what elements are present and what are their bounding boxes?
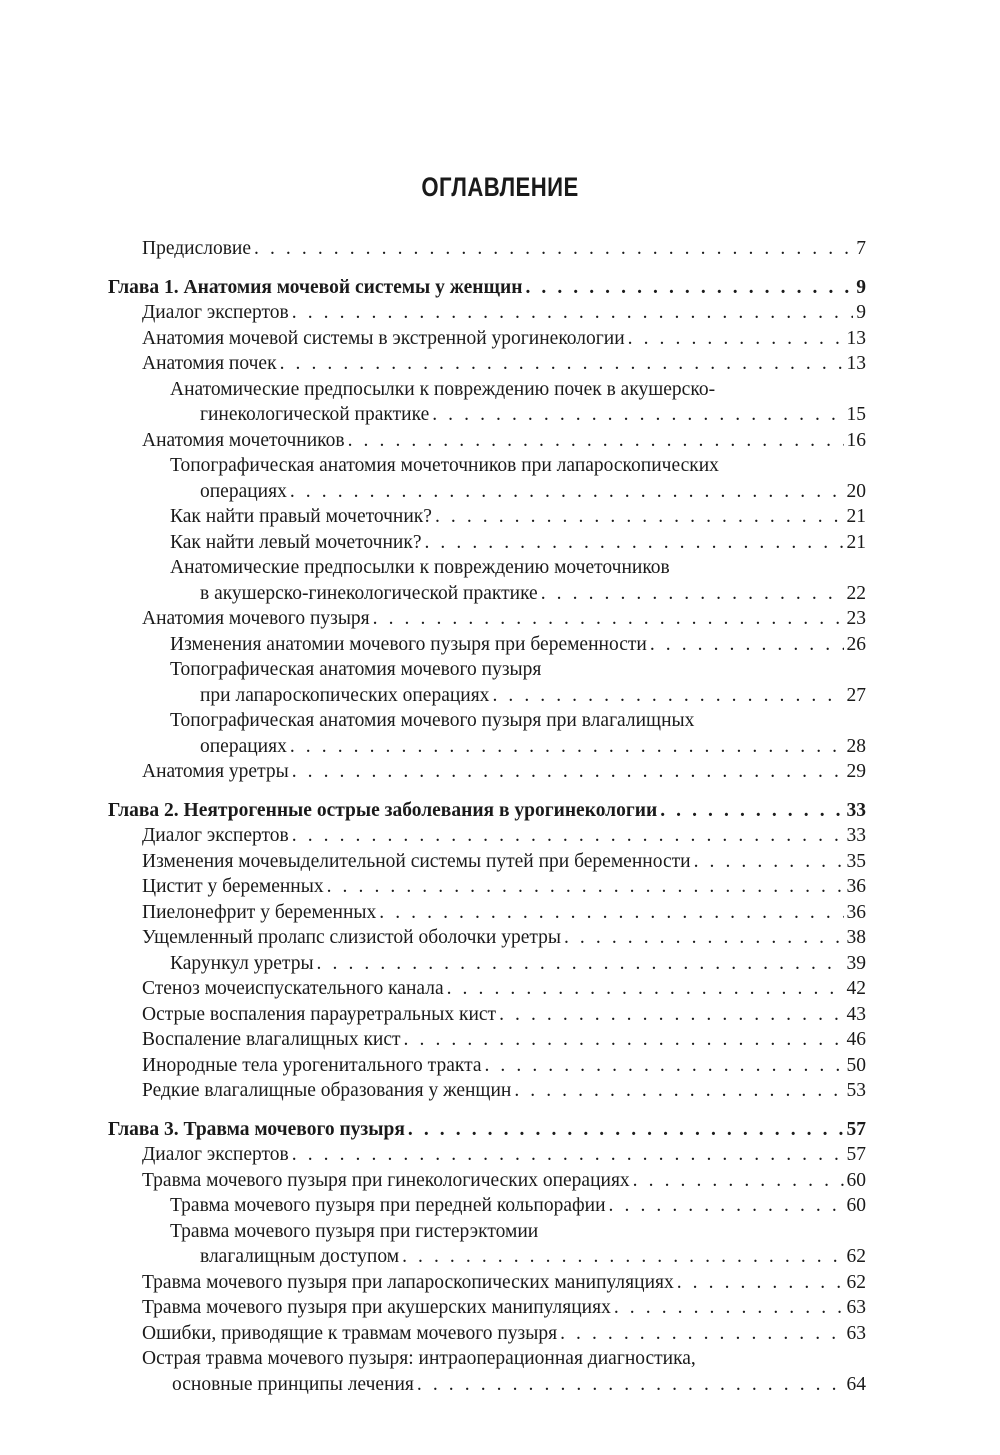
toc-entry bbox=[142, 759, 1000, 785]
toc-entry-title: Предисловие bbox=[142, 238, 252, 259]
toc-page-number: 9 bbox=[856, 302, 866, 323]
toc-page-number: 13 bbox=[846, 327, 866, 349]
toc-page-number: 46 bbox=[846, 1029, 866, 1050]
toc-entry bbox=[142, 1002, 1000, 1028]
toc-entry-title: основные принципы лечения bbox=[172, 1373, 414, 1395]
toc-page-number: 13 bbox=[846, 353, 866, 374]
toc-entry bbox=[142, 849, 1000, 875]
toc-page-number: 62 bbox=[846, 1246, 866, 1267]
toc-entry-title: Как найти левый мочеточник? bbox=[170, 531, 422, 553]
toc-entry-title: Травма мочевого пузыря при акушерских манипуляциях bbox=[142, 1297, 611, 1318]
toc-entry-title: Ущемленный пролапс слизистой оболочки уретры bbox=[142, 927, 561, 948]
toc-page-number: 36 bbox=[846, 876, 866, 897]
toc-page-number: 63 bbox=[846, 1297, 866, 1318]
toc-entry-title: Диалог экспертов bbox=[142, 825, 289, 846]
toc-entry bbox=[170, 951, 1000, 977]
dot-leader bbox=[348, 428, 844, 454]
toc-entry bbox=[170, 657, 1000, 708]
toc-entry-title: Диалог экспертов bbox=[142, 302, 289, 323]
toc-entry-title: Анатомия мочевой системы в экстренной урогинекологии bbox=[142, 327, 625, 349]
dot-leader bbox=[424, 530, 843, 556]
dot-leader bbox=[525, 275, 853, 301]
toc-page-number: 21 bbox=[846, 506, 866, 527]
toc-entry bbox=[142, 300, 1000, 326]
dot-leader bbox=[614, 1295, 844, 1321]
toc-page-number: 20 bbox=[846, 480, 866, 502]
dot-leader bbox=[379, 900, 843, 926]
dot-leader bbox=[402, 1244, 843, 1270]
toc-entry bbox=[142, 874, 1000, 900]
dot-leader bbox=[327, 874, 844, 900]
dot-leader bbox=[290, 734, 844, 760]
toc-page-number: 39 bbox=[846, 952, 866, 974]
toc-page-number: 28 bbox=[846, 735, 866, 757]
toc-page-number: 62 bbox=[846, 1271, 866, 1293]
toc-page-number: 60 bbox=[846, 1195, 866, 1216]
toc-entry-title: Глава 1. Анатомия мочевой системы у женщин bbox=[108, 276, 523, 298]
toc-page-number: 9 bbox=[856, 276, 866, 298]
page-title: ОГЛАВЛЕНИЕ bbox=[421, 172, 579, 202]
dot-leader bbox=[694, 849, 844, 875]
dot-leader bbox=[435, 504, 844, 530]
toc-entry bbox=[142, 1053, 1000, 1079]
dot-leader bbox=[499, 1002, 843, 1028]
dot-leader bbox=[408, 1117, 844, 1143]
toc-entry-title: Анатомия почек bbox=[142, 353, 277, 374]
toc-entry bbox=[142, 1270, 1000, 1296]
toc-page-number: 35 bbox=[846, 850, 866, 872]
toc-page-number: 43 bbox=[846, 1003, 866, 1025]
dot-leader bbox=[628, 326, 844, 352]
toc-chapter bbox=[108, 798, 1000, 824]
toc-entry bbox=[142, 351, 1000, 377]
toc-entry bbox=[142, 1295, 1000, 1321]
toc-page-number: 7 bbox=[856, 238, 866, 259]
toc-chapter bbox=[108, 1117, 1000, 1143]
dot-leader bbox=[564, 925, 844, 951]
toc-entry-title: Анатомические предпосылки к повреждению мочеточников bbox=[170, 557, 670, 578]
toc-entry-title: Анатомия уретры bbox=[142, 761, 289, 782]
toc-page-number: 21 bbox=[846, 531, 866, 553]
toc-page-number: 57 bbox=[846, 1144, 866, 1165]
toc-page-number: 23 bbox=[846, 608, 866, 629]
toc-entry-title: Глава 3. Травма мочевого пузыря bbox=[108, 1118, 405, 1140]
toc-entry bbox=[170, 504, 1000, 530]
toc-page-number: 33 bbox=[846, 825, 866, 846]
dot-leader bbox=[404, 1027, 844, 1053]
dot-leader bbox=[447, 976, 844, 1002]
toc-page-number: 16 bbox=[846, 429, 866, 451]
toc-entry bbox=[142, 236, 1000, 262]
toc-entry bbox=[142, 1321, 1000, 1347]
dot-leader bbox=[484, 1053, 843, 1079]
toc-page-number: 36 bbox=[846, 901, 866, 923]
toc-entry bbox=[170, 1193, 1000, 1219]
dot-leader bbox=[292, 823, 844, 849]
toc-entry-title: Топографическая анатомия мочеточников при лапароскопических bbox=[170, 455, 719, 476]
toc-entry-title: Глава 2. Неятрогенные острые заболевания в урогинекологии bbox=[108, 799, 658, 821]
toc-page-number: 27 bbox=[846, 684, 866, 706]
dot-leader bbox=[290, 479, 844, 505]
dot-leader bbox=[677, 1270, 844, 1296]
toc-entry bbox=[142, 326, 1000, 352]
toc-entry bbox=[170, 555, 1000, 606]
toc-entry bbox=[170, 708, 1000, 759]
toc-entry-title: влагалищным доступом bbox=[200, 1246, 400, 1267]
toc-entry bbox=[142, 823, 1000, 849]
toc-page-number: 60 bbox=[846, 1169, 866, 1191]
toc-page-number: 50 bbox=[846, 1054, 866, 1076]
dot-leader bbox=[492, 683, 843, 709]
toc-entry-title: Травма мочевого пузыря при гистерэктомии bbox=[170, 1220, 539, 1242]
toc-entry-title: Топографическая анатомия мочевого пузыря bbox=[170, 659, 542, 680]
toc-page-number: 64 bbox=[846, 1373, 866, 1395]
toc-entry bbox=[142, 428, 1000, 454]
dot-leader bbox=[417, 1372, 844, 1398]
toc-entry bbox=[142, 900, 1000, 926]
toc-page-number: 42 bbox=[846, 978, 866, 999]
toc-page-number: 53 bbox=[846, 1080, 866, 1101]
dot-leader bbox=[280, 351, 844, 377]
toc-entry-title: операциях bbox=[200, 735, 287, 757]
toc-entry-title: Воспаление влагалищных кист bbox=[142, 1029, 401, 1050]
toc-entry-title: операциях bbox=[200, 480, 287, 502]
toc-entry-title: Диалог экспертов bbox=[142, 1144, 289, 1165]
toc-entry-title: Травма мочевого пузыря при передней кольпорафии bbox=[170, 1195, 606, 1216]
toc-entry-title: Пиелонефрит у беременных bbox=[142, 901, 377, 923]
toc-entry bbox=[142, 976, 1000, 1002]
toc-entry-title: Острая травма мочевого пузыря: интраоперационная диагностика, bbox=[142, 1348, 696, 1369]
toc-entry bbox=[142, 1078, 1000, 1104]
toc-entry bbox=[142, 925, 1000, 951]
toc-entry-title: Анатомические предпосылки к повреждению почек в акушерско- bbox=[170, 378, 716, 400]
dot-leader bbox=[650, 632, 844, 658]
toc-entry-title: Как найти правый мочеточник? bbox=[170, 506, 432, 527]
toc-page-number: 26 bbox=[846, 633, 866, 655]
toc-entry bbox=[170, 453, 1000, 504]
table-of-contents bbox=[0, 236, 1000, 1397]
toc-entry-title: Редкие влагалищные образования у женщин bbox=[142, 1080, 512, 1101]
toc-entry-title: Цистит у беременных bbox=[142, 876, 324, 897]
dot-leader bbox=[317, 951, 844, 977]
toc-entry-title: Острые воспаления парауретральных кист bbox=[142, 1003, 497, 1025]
toc-entry-title: Стеноз мочеиспускательного канала bbox=[142, 978, 444, 999]
toc-entry bbox=[142, 606, 1000, 632]
toc-entry-title: Карункул уретры bbox=[170, 952, 314, 974]
toc-entry-title: Травма мочевого пузыря при лапароскопических манипуляциях bbox=[142, 1271, 674, 1293]
dot-leader bbox=[373, 606, 844, 632]
toc-entry bbox=[170, 632, 1000, 658]
toc-page-number: 15 bbox=[846, 404, 866, 425]
dot-leader bbox=[514, 1078, 843, 1104]
dot-leader bbox=[292, 1142, 844, 1168]
toc-page-number: 33 bbox=[846, 799, 866, 821]
dot-leader bbox=[660, 798, 843, 824]
toc-page-number: 29 bbox=[846, 761, 866, 782]
dot-leader bbox=[609, 1193, 844, 1219]
toc-entry-title: Изменения анатомии мочевого пузыря при беременности bbox=[170, 633, 647, 655]
dot-leader bbox=[633, 1168, 844, 1194]
dot-leader bbox=[292, 759, 844, 785]
toc-entry-title: Ошибки, приводящие к травмам мочевого пузыря bbox=[142, 1322, 558, 1344]
toc-chapter bbox=[108, 275, 1000, 301]
toc-entry bbox=[170, 530, 1000, 556]
dot-leader bbox=[292, 300, 854, 326]
dot-leader bbox=[541, 581, 844, 607]
toc-entry bbox=[142, 1027, 1000, 1053]
toc-page-number: 57 bbox=[846, 1118, 866, 1140]
toc-entry-title: в акушерско-гинекологической практике bbox=[200, 582, 538, 604]
dot-leader bbox=[560, 1321, 843, 1347]
toc-entry bbox=[142, 1168, 1000, 1194]
dot-leader bbox=[254, 236, 853, 262]
toc-page-number: 63 bbox=[846, 1322, 866, 1344]
toc-entry-title: Травма мочевого пузыря при гинекологических операциях bbox=[142, 1169, 630, 1191]
toc-entry-title: гинекологической практике bbox=[200, 404, 430, 425]
toc-entry bbox=[170, 377, 1000, 428]
toc-entry bbox=[142, 1346, 1000, 1397]
toc-page-number: 22 bbox=[846, 582, 866, 604]
toc-entry bbox=[142, 1142, 1000, 1168]
toc-entry bbox=[170, 1219, 1000, 1270]
toc-entry-title: при лапароскопических операциях bbox=[200, 684, 490, 706]
toc-entry-title: Анатомия мочевого пузыря bbox=[142, 608, 370, 629]
toc-entry-title: Топографическая анатомия мочевого пузыря при влагалищных bbox=[170, 710, 695, 731]
toc-entry-title: Инородные тела урогенитального тракта bbox=[142, 1054, 482, 1076]
toc-page-number: 38 bbox=[846, 927, 866, 948]
toc-entry-title: Анатомия мочеточников bbox=[142, 429, 345, 451]
dot-leader bbox=[432, 402, 843, 428]
toc-entry-title: Изменения мочевыделительной системы путей при беременности bbox=[142, 850, 691, 872]
